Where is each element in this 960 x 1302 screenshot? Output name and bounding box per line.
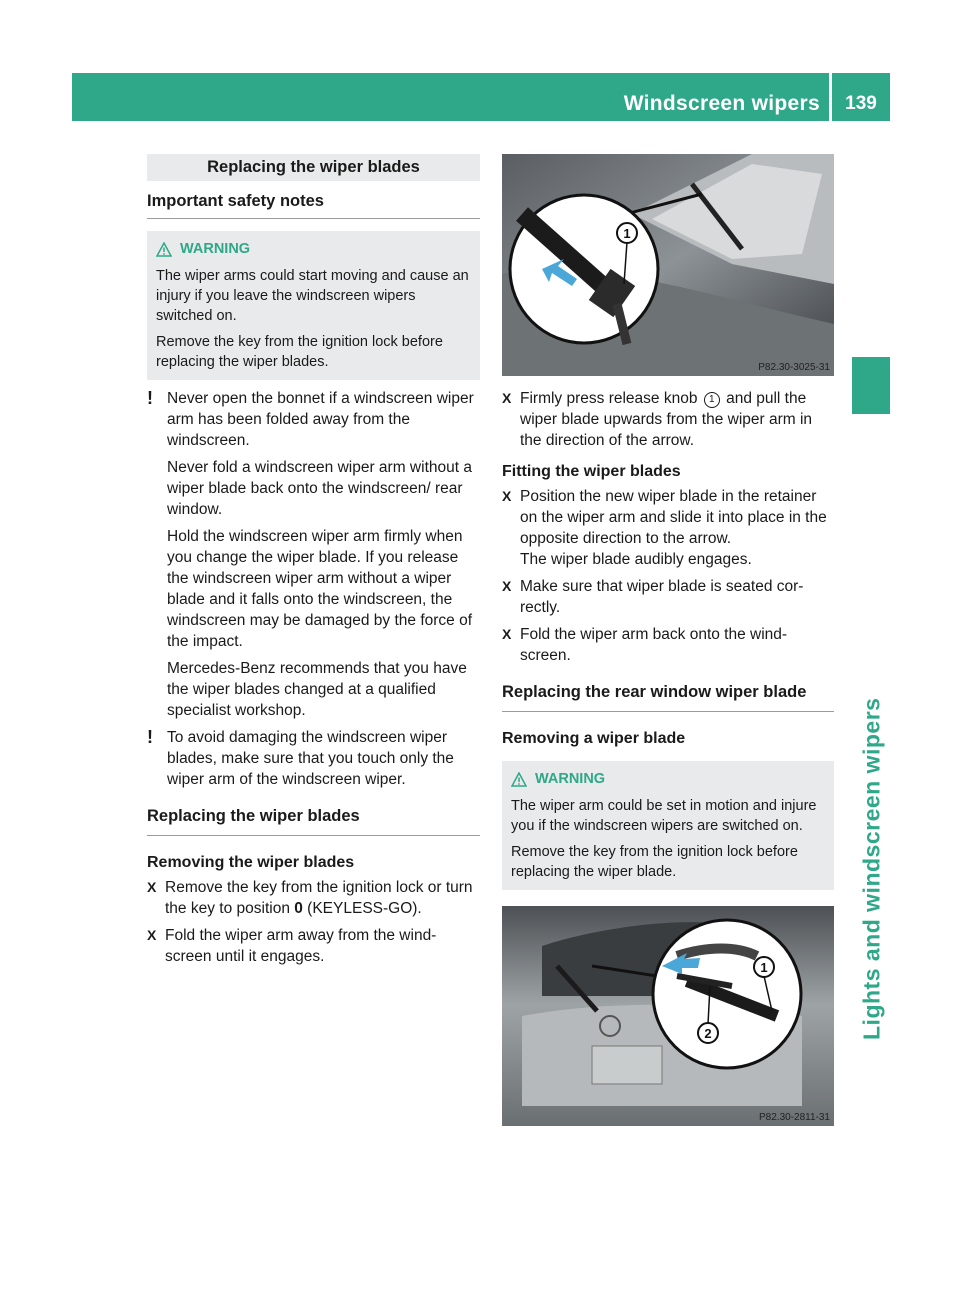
windscreen-wiper-figure [502, 154, 834, 376]
removing-heading: Removing the wiper blades [147, 854, 355, 871]
warning-text-1: The wiper arms could start moving and cause an injury if you leave the windscreen wipers switched on. [156, 268, 469, 324]
rear-wiper-figure [502, 906, 834, 1126]
step-text: Remove the key from the ignition lock or turn the key to position [165, 879, 473, 917]
replacing-heading: Replacing the wiper blades [147, 806, 480, 836]
step-marker-icon: X [147, 927, 157, 943]
left-column [147, 154, 480, 967]
step-text: Fold the wiper arm back onto the wind- screen. [520, 626, 788, 664]
warning-title-text: WARNING [535, 771, 606, 787]
step-marker-icon: X [502, 626, 512, 642]
warning-box [502, 761, 834, 890]
warning-title [511, 769, 827, 790]
page-number: 139 [845, 93, 877, 114]
warning-text-1: The wiper arm could be set in motion and injure you if the windscreen wipers are switched on. [511, 798, 817, 834]
right-column [502, 154, 834, 1126]
section-title: Replacing the wiper blades [147, 154, 480, 181]
key-position: 0 [294, 900, 303, 917]
warning-triangle-icon [156, 242, 172, 257]
warning-triangle-icon [511, 772, 527, 787]
note-text: To avoid damaging the windscreen wiper blades, make sure that you touch only the wiper arm of the windscreen wiper. [167, 729, 454, 788]
chapter-side-label: Lights and windscreen wipers [858, 697, 885, 1040]
page-header [72, 73, 890, 121]
instruction-step [147, 877, 480, 919]
step-text: Fold the wiper arm away from the wind- screen until it engages. [165, 927, 437, 965]
instruction-step [502, 576, 834, 618]
chapter-tab-marker [852, 357, 890, 414]
step-text: Firmly press release knob [520, 390, 702, 407]
note-text-4: Mercedes-Benz recommends that you have the wiper blades changed at a qualified specialist workshop. [167, 660, 467, 719]
warning-box [147, 231, 480, 380]
step-marker-icon: X [502, 390, 512, 406]
removing-blade-heading: Removing a wiper blade [502, 730, 686, 747]
callout-badge: 1 [704, 392, 720, 408]
step-marker-icon: X [502, 488, 512, 504]
figure-code: P82.30-2811-31 [759, 1112, 830, 1123]
figure-callout-1: 1 [760, 960, 768, 975]
warning-title [156, 239, 473, 260]
warning-text-2: Remove the key from the ignition lock before replacing the wiper blades. [156, 334, 443, 370]
step-text: Make sure that wiper blade is seated cor- rectly. [520, 578, 804, 616]
instruction-step [502, 388, 834, 451]
instruction-step [147, 925, 480, 967]
caution-note [147, 388, 480, 721]
header-title: Windscreen wipers [623, 92, 820, 115]
step-text: Position the new wiper blade in the retainer on the wiper arm and slide it into place in the opposite direction to the arrow. [520, 488, 827, 547]
figure-code: P82.30-3025-31 [758, 362, 830, 373]
figure-callout-1: 1 [623, 226, 631, 241]
note-text-2: Never fold a windscreen wiper arm without a wiper blade back onto the windscreen/ rear window. [167, 459, 472, 518]
instruction-step [502, 486, 834, 570]
warning-text-2: Remove the key from the ignition lock before replacing the wiper blade. [511, 844, 798, 880]
step-text: and pull the wiper blade upwards from the wiper arm in the direction of the arrow. [520, 390, 813, 449]
warning-title-text: WARNING [180, 241, 251, 257]
safety-notes-heading: Important safety notes [147, 191, 480, 219]
step-result-text: The wiper blade audibly engages. [520, 551, 752, 568]
fitting-heading: Fitting the wiper blades [502, 463, 681, 480]
rear-wiper-heading: Replacing the rear window wiper blade [502, 682, 834, 712]
instruction-step [502, 624, 834, 666]
step-marker-icon: X [502, 578, 512, 594]
caution-note [147, 727, 480, 790]
exclamation-icon: ! [147, 388, 153, 408]
note-text-3: Hold the windscreen wiper arm firmly when you change the wiper blade. If you release the windscreen wiper arm without a wiper blade and it falls onto the windscreen, the windscreen may be damaged by the force of the impact. [167, 528, 473, 650]
step-marker-icon: X [147, 879, 157, 895]
step-text: (KEYLESS-GO). [302, 900, 422, 917]
exclamation-icon: ! [147, 727, 153, 747]
note-text-1: Never open the bonnet if a windscreen wiper arm has been folded away from the windscreen. [167, 390, 474, 449]
figure-callout-2: 2 [704, 1026, 712, 1041]
